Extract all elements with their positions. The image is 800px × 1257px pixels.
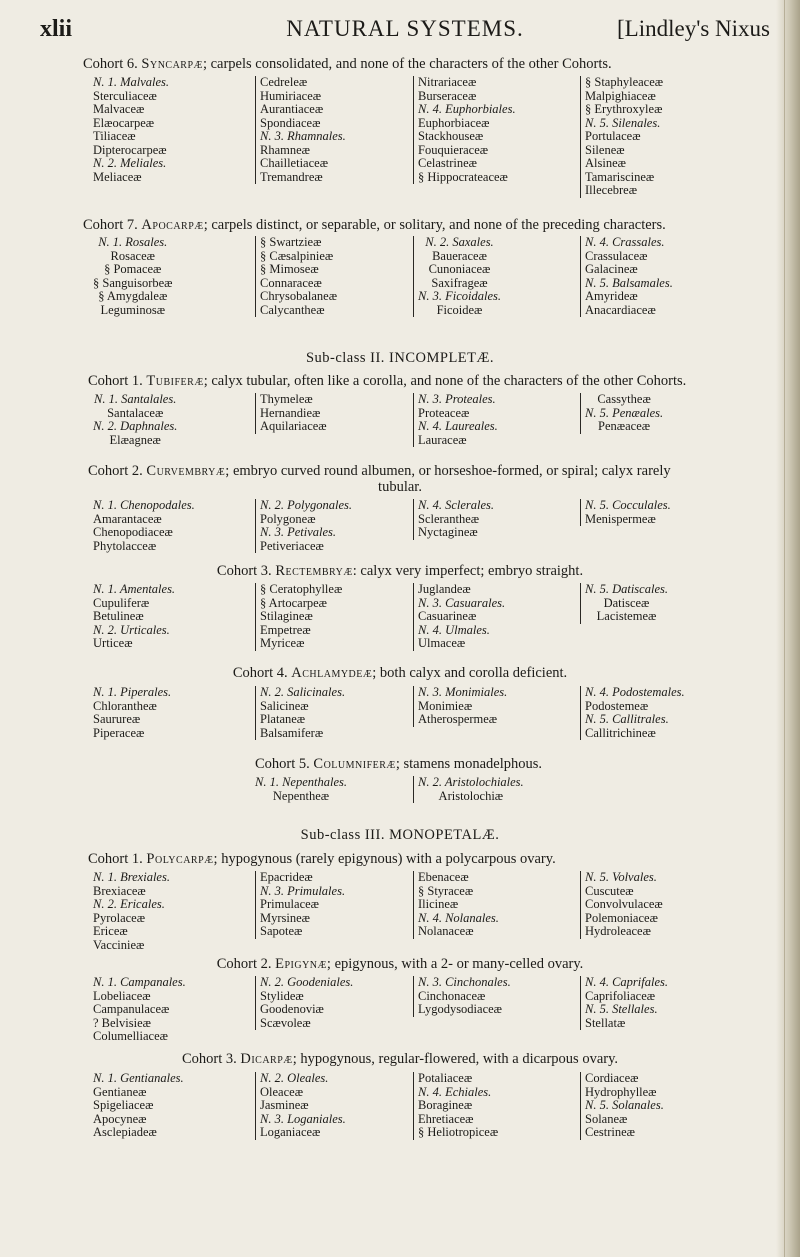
order-column <box>580 393 663 434</box>
family-name: Anacardiaceæ <box>585 302 656 317</box>
family-name: Ficoideæ <box>436 302 483 317</box>
order-heading: N. 1. Brexiales. <box>93 870 170 884</box>
order-column <box>413 583 505 651</box>
family-name: Cupuliferæ <box>93 595 150 610</box>
family-name: Tremandreæ <box>260 169 323 184</box>
family-name: Cuscuteæ <box>585 883 634 898</box>
order-column <box>93 499 195 553</box>
order-column <box>255 686 345 740</box>
family-name: Baueraceæ <box>432 248 487 263</box>
order-heading: N. 1. Amentales. <box>93 582 176 596</box>
family-name: Spondiaceæ <box>260 115 321 130</box>
family-name: Scævoleæ <box>260 1015 311 1030</box>
subclass-heading: Sub-class II. INCOMPLETÆ. <box>305 350 495 366</box>
order-heading: N. 1. Rosales. <box>98 235 168 249</box>
order-heading: N. 2. Goodeniales. <box>260 975 354 989</box>
running-head-right: [Lindley's Nixus <box>617 16 770 41</box>
family-name: Lauraceæ <box>418 432 467 447</box>
order-column <box>580 76 663 198</box>
family-name: Solaneæ <box>585 1111 628 1126</box>
order-column <box>580 686 685 740</box>
cohort-heading: Cohort 2. Curvembryæ; embryo curved round albumen, or horseshoe-formed, or spiral; calyx rarely <box>88 463 671 479</box>
order-heading: N. 4. Nolanales. <box>418 910 499 925</box>
family-name: Santalaceæ <box>107 405 164 420</box>
order-heading: N. 4. Sclerales. <box>418 498 495 512</box>
family-name: Balsamiferæ <box>260 725 324 740</box>
order-column <box>413 686 507 727</box>
family-name: Ehretiaceæ <box>418 1111 474 1126</box>
family-name: Portulaceæ <box>585 129 641 143</box>
family-name: Piperaceæ <box>93 725 145 740</box>
order-column <box>93 1072 184 1140</box>
family-name: Hydrophylleæ <box>585 1084 657 1099</box>
family-name: Hydroleaceæ <box>585 924 651 938</box>
family-name: Chenopodiaceæ <box>93 525 173 539</box>
cohort-heading: Cohort 6. Syncarpæ; carpels consolidated, and none of the characters of the other Cohorts. <box>83 56 612 72</box>
family-name: Casuarineæ <box>418 609 477 623</box>
family-name: Saurureæ <box>93 712 141 726</box>
order-column <box>255 76 346 184</box>
family-name: Hernandieæ <box>260 405 321 420</box>
order-heading: N. 4. Caprifales. <box>585 975 668 989</box>
family-name: Loganiaceæ <box>260 1125 321 1139</box>
order-column <box>255 1072 346 1140</box>
family-name: Meliaceæ <box>93 169 142 184</box>
order-heading: N. 4. Ulmales. <box>418 622 490 637</box>
family-name: Elæagneæ <box>109 432 161 447</box>
family-name: Aurantiaceæ <box>260 102 324 116</box>
order-column <box>413 236 501 317</box>
family-name: Oleaceæ <box>260 1084 304 1099</box>
order-column <box>413 871 499 939</box>
order-heading: N. 5. Balsamales. <box>585 275 673 290</box>
order-column <box>255 776 347 803</box>
family-name: § Sanguisorbeæ <box>93 275 173 290</box>
family-name: Ilicineæ <box>418 897 459 911</box>
page-header <box>40 10 770 50</box>
family-name: Elæocarpeæ <box>93 115 155 130</box>
family-name: Urticeæ <box>93 636 133 650</box>
family-name: Monimieæ <box>418 698 473 713</box>
family-name: Tamariscineæ <box>585 169 655 184</box>
family-name: Epacrideæ <box>260 870 313 884</box>
family-name: Asclepiadeæ <box>93 1125 157 1139</box>
order-column <box>255 583 342 651</box>
order-column <box>580 976 668 1030</box>
order-heading: N. 4. Crassales. <box>585 235 665 249</box>
order-column <box>413 76 516 184</box>
order-heading: N. 5. Stellales. <box>585 1002 658 1016</box>
family-name: Sapoteæ <box>260 924 303 938</box>
order-column <box>93 583 175 651</box>
order-heading: N. 4. Podostemales. <box>585 685 685 699</box>
family-name: Cordiaceæ <box>585 1071 639 1085</box>
family-name: Burseraceæ <box>418 88 477 103</box>
family-name: § Erythroxyleæ <box>585 102 663 116</box>
subclass-heading: Sub-class III. MONOPETALÆ. <box>300 827 500 843</box>
family-name: Potaliaceæ <box>418 1071 473 1085</box>
page-edge-shadow <box>776 0 800 1257</box>
order-heading: N. 1. Gentianales. <box>93 1071 184 1085</box>
family-name: Phytolacceæ <box>93 538 157 553</box>
order-heading: N. 1. Campanales. <box>93 975 186 989</box>
order-heading: N. 3. Proteales. <box>418 392 496 406</box>
order-column <box>93 871 170 952</box>
family-name: Penæaceæ <box>598 419 651 433</box>
order-column <box>580 1072 664 1140</box>
family-name: Crassulaceæ <box>585 248 648 263</box>
order-heading: N. 5. Solanales. <box>585 1098 664 1112</box>
family-name: Rhamneæ <box>260 142 310 157</box>
family-name: Boragineæ <box>418 1098 473 1112</box>
family-name: Brexiaceæ <box>93 883 146 898</box>
family-name: Cestrineæ <box>585 1125 635 1139</box>
family-name: Sterculiaceæ <box>93 88 157 103</box>
family-name: Columelliaceæ <box>93 1029 168 1043</box>
family-name: § Styraceæ <box>418 883 474 898</box>
order-heading: N. 5. Callitrales. <box>585 712 669 726</box>
family-name: Scleranthеæ <box>418 511 480 526</box>
order-column <box>93 393 177 447</box>
family-name: Nepentheæ <box>272 788 330 803</box>
order-heading: N. 3. Casuarales. <box>418 595 506 610</box>
family-name: Cinchonaceæ <box>418 988 486 1003</box>
order-column <box>580 499 671 526</box>
order-column <box>93 686 171 740</box>
family-name: Plataneæ <box>260 712 306 726</box>
order-column <box>255 236 337 317</box>
page-edge-line <box>784 0 785 1257</box>
family-name: Caprifoliaceæ <box>585 988 656 1003</box>
family-name: Galacineæ <box>585 262 638 276</box>
order-heading: N. 2. Meliales. <box>93 156 167 170</box>
family-name: Euphorbiaceæ <box>418 115 490 130</box>
order-heading: N. 1. Chenopodales. <box>93 498 195 512</box>
order-heading: N. 3. Loganiales. <box>260 1111 346 1126</box>
family-name: Myriceæ <box>260 636 305 650</box>
family-name: § Staphyleaceæ <box>585 75 664 89</box>
order-column <box>255 976 353 1030</box>
family-name: Podostemeæ <box>585 698 649 713</box>
family-name: Humiriaceæ <box>260 88 322 103</box>
cohort-heading: Cohort 1. Tubiferæ; calyx tubular, often like a corolla, and none of the characters of the other Cohorts. <box>88 373 687 389</box>
order-heading: N. 3. Petivales. <box>260 525 337 539</box>
family-name: Ebenaceæ <box>418 870 469 884</box>
order-heading: N. 3. Primulales. <box>260 883 346 898</box>
family-name: Saxifrageæ <box>431 275 488 290</box>
order-heading: N. 1. Piperales. <box>93 685 172 699</box>
running-title: NATURAL SYSTEMS. <box>286 16 524 41</box>
order-column <box>580 583 668 624</box>
family-name: Amyrideæ <box>585 289 638 303</box>
family-name: Rosaceæ <box>110 248 155 263</box>
family-name: Chlorantheæ <box>93 698 157 713</box>
family-name: Dipterocarpeæ <box>93 142 167 157</box>
order-heading: N. 1. Santalales. <box>94 392 177 406</box>
order-heading: N. 2. Saxales. <box>425 235 494 249</box>
order-heading: N. 5. Cocculales. <box>585 498 671 512</box>
order-heading: N. 5. Penæales. <box>585 405 664 420</box>
family-name: Empetreæ <box>260 622 311 637</box>
family-name: Celastrineæ <box>418 156 478 170</box>
order-heading: N. 1. Nepenthales. <box>255 775 348 789</box>
family-name: § Amygdaleæ <box>98 289 168 303</box>
order-column <box>255 393 327 434</box>
family-name: Amarantaceæ <box>93 511 162 526</box>
family-name: Salicineæ <box>260 698 309 713</box>
family-name: Chrysobalaneæ <box>260 289 338 303</box>
cohort-heading-continued: tubular. <box>378 479 422 495</box>
order-heading: N. 2. Daphnales. <box>93 419 178 433</box>
order-heading: N. 4. Laureales. <box>418 419 498 433</box>
family-name: Lygodysodiaceæ <box>418 1002 503 1016</box>
family-name: § Swartzieæ <box>260 235 322 249</box>
family-name: § Mimoseæ <box>260 262 319 276</box>
family-name: § Ceratophylleæ <box>260 582 343 596</box>
family-name: Nitrariaceæ <box>418 75 477 89</box>
family-name: Tiliaceæ <box>93 129 136 143</box>
order-heading: N. 5. Volvales. <box>585 870 657 884</box>
order-heading: N. 2. Polygonales. <box>260 498 353 512</box>
cohort-heading: Cohort 1. Polycarpæ; hypogynous (rarely epigynous) with a polycarpous ovary. <box>88 851 556 867</box>
family-name: Cassytheæ <box>597 392 651 406</box>
family-name: Ulmaceæ <box>418 636 466 650</box>
family-name: Menispermeæ <box>585 511 656 526</box>
family-name: Stylideæ <box>260 988 304 1003</box>
order-column <box>413 776 524 803</box>
family-name: Gentianeæ <box>93 1084 147 1099</box>
family-name: Alsineæ <box>585 156 626 170</box>
order-column <box>580 236 673 317</box>
cohort-heading: Cohort 3. Rectembryæ: calyx very imperfect; embryo straight. <box>216 563 584 579</box>
order-heading: N. 2. Urticales. <box>93 622 170 637</box>
cohort-heading: Cohort 7. Apocarpæ; carpels distinct, or separable, or solitary, and none of the preceding characters. <box>83 217 666 233</box>
cohort-heading: Cohort 5. Columniferæ; stamens monadelphous. <box>255 756 543 772</box>
order-column <box>580 871 663 939</box>
family-name: Connaraceæ <box>260 275 322 290</box>
family-name: Spigeliaceæ <box>93 1098 154 1112</box>
family-name: Juglandeæ <box>418 582 471 596</box>
family-name: Fouquieraceæ <box>418 142 489 157</box>
order-column <box>255 499 352 553</box>
family-name: Datisceæ <box>603 595 650 610</box>
family-name: Lacistemeæ <box>596 609 657 623</box>
order-column <box>413 1072 498 1140</box>
cohort-heading: Cohort 3. Dicarpæ; hypogynous, regular-flowered, with a dicarpous ovary. <box>181 1051 619 1067</box>
family-name: Convolvulaceæ <box>585 897 663 911</box>
family-name: Lobeliaceæ <box>93 988 151 1003</box>
family-name: Callitrichineæ <box>585 725 656 740</box>
order-column <box>413 499 494 540</box>
order-heading: N. 2. Ericales. <box>93 897 165 911</box>
order-heading: N. 3. Cinchonales. <box>418 975 511 989</box>
order-column <box>93 76 169 184</box>
family-name: Nolanaceæ <box>418 924 474 938</box>
order-column <box>413 393 498 447</box>
family-name: Vaccinieæ <box>93 937 145 952</box>
family-name: Leguminosæ <box>100 302 166 317</box>
order-heading: N. 1. Malvales. <box>93 75 170 89</box>
family-name: Nyctagineæ <box>418 525 478 539</box>
family-name: Primulaceæ <box>260 897 320 911</box>
order-heading: N. 2. Aristolochiales. <box>418 775 524 789</box>
order-column <box>93 976 186 1044</box>
cohort-heading: Cohort 2. Epigynæ; epigynous, with a 2- or many-celled ovary. <box>216 956 584 972</box>
family-name: § Pomaceæ <box>104 262 162 276</box>
family-name: Campanulaceæ <box>93 1002 170 1016</box>
family-name: Stilagineæ <box>260 609 313 623</box>
order-heading: N. 4. Euphorbiales. <box>418 102 516 116</box>
family-name: Myrsineæ <box>260 910 310 925</box>
family-name: Jasmineæ <box>260 1098 309 1112</box>
family-name: Apocyneæ <box>93 1111 147 1126</box>
order-heading: N. 4. Echiales. <box>418 1084 492 1099</box>
order-heading: N. 3. Ficoidales. <box>418 289 501 303</box>
family-name: Goodenoviæ <box>260 1002 324 1016</box>
family-name: Stellatæ <box>585 1015 626 1030</box>
family-name: Betulineæ <box>93 609 144 623</box>
family-name: Stackhouseæ <box>418 129 484 143</box>
order-column <box>255 871 345 939</box>
family-name: Cunoniaceæ <box>428 262 491 276</box>
family-name: § Heliotropiceæ <box>418 1125 499 1139</box>
family-name: Calycantheæ <box>260 302 325 317</box>
order-heading: N. 2. Oleales. <box>260 1071 329 1085</box>
cohort-heading: Cohort 4. Achlamydeæ; both calyx and corolla deficient. <box>232 665 568 681</box>
family-name: Thymeleæ <box>260 392 313 406</box>
family-name: Petiveriaceæ <box>260 538 324 553</box>
family-name: Sileneæ <box>585 142 625 157</box>
family-name: § Cæsalpinieæ <box>260 248 334 263</box>
family-name: Proteaceæ <box>418 405 470 420</box>
family-name: Cedreleæ <box>260 75 308 89</box>
order-heading: N. 5. Silenales. <box>585 115 661 130</box>
family-name: Pyrolaceæ <box>93 910 146 925</box>
family-name: Aristolochiæ <box>438 788 504 803</box>
family-name: Polemoniaceæ <box>585 910 658 925</box>
family-name: Polygoneæ <box>260 511 316 526</box>
order-column <box>93 236 173 317</box>
family-name: Illecebreæ <box>585 183 638 197</box>
order-column <box>413 976 511 1017</box>
family-name: Malvaceæ <box>93 102 145 116</box>
order-heading: N. 2. Salicinales. <box>260 685 346 699</box>
family-name: Ericeæ <box>93 924 128 938</box>
order-heading: N. 3. Rhamnales. <box>260 129 346 143</box>
family-name: Chailletiaceæ <box>260 156 329 170</box>
order-heading: N. 3. Monimiales. <box>418 685 508 699</box>
family-name: § Artocarpeæ <box>260 595 327 610</box>
family-name: Atherospermeæ <box>418 712 498 726</box>
page-number: xlii <box>40 16 73 42</box>
family-name: § Hippocrateaceæ <box>418 169 508 184</box>
family-name: Aquilariaceæ <box>260 419 327 433</box>
family-name: ? Belvisieæ <box>93 1015 151 1030</box>
order-heading: N. 5. Datiscales. <box>585 582 668 596</box>
family-name: Malpighiaceæ <box>585 88 656 103</box>
